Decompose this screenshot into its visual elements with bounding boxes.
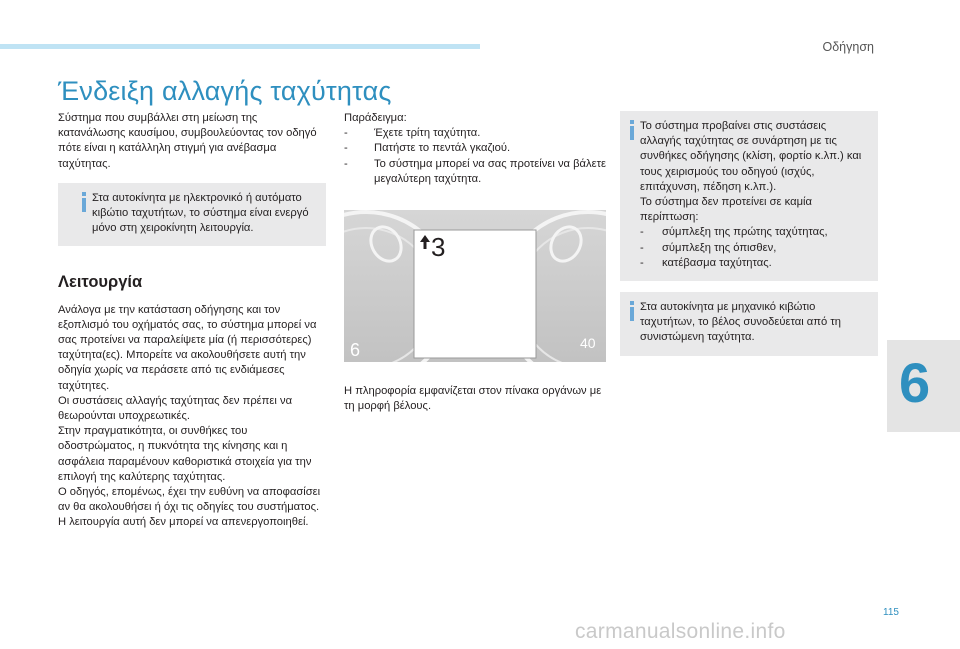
column-left	[58, 111, 326, 531]
info-icon	[628, 120, 636, 146]
body-paragraph: Ο οδηγός, επομένως, έχει την ευθύνη να αποφασίσει αν θα ακολουθήσει ή όχι τις οδηγίες του συστήματος.	[58, 486, 321, 514]
info-note-text: Στα αυτοκίνητα με ηλεκτρονικό ή αυτόματο κιβώτιο ταχυτήτων, το σύστημα είναι ενεργό μόνο στη χειροκίνητη λειτουργία.	[92, 191, 309, 235]
chapter-tab	[887, 340, 960, 432]
info-note-text: Το σύστημα δεν προτείνει σε καμία περίπτωση:	[640, 196, 812, 224]
illustration-caption: Η πληροφορία εμφανίζεται στον πίνακα οργάνων με τη μορφή βέλους.	[344, 385, 602, 413]
body-paragraph: Ανάλογα με την κατάσταση οδήγησης και τον εξοπλισμό του οχήματός σας, το σύστημα μπορεί να σας προτείνει να παραλείψετε μία (ή περισσότερες) ταχύτητα(ες). Μπορείτε να ακολουθήσετε αυτή την οδηγία χωρίς να περάσετε από τις ενδιάμεσες ταχύτητες.	[58, 303, 317, 392]
info-note-box	[620, 292, 878, 356]
list-item: - Πατήστε το πεντάλ γκαζιού.	[344, 141, 606, 156]
list-item: - Το σύστημα μπορεί να σας προτείνει να βάλετε μεγαλύτερη ταχύτητα.	[344, 157, 606, 187]
instrument-cluster-illustration	[344, 210, 606, 362]
body-paragraph: Στην πραγματικότητα, οι συνθήκες του οδοστρώματος, η πυκνότητα της κίνησης και η ασφάλεια παραμένουν καθοριστικά στοιχεία για την επιλογή της καλύτερης ταχύτητας.	[58, 425, 312, 483]
page-number: 115	[883, 607, 899, 618]
info-note-text: Στα αυτοκίνητα με μηχανικό κιβώτιο ταχυτήτων, το βέλος συνοδεύεται από τη συνιστώμενη ταχύτητα.	[640, 301, 841, 344]
page-title: Ένδειξη αλλαγής ταχύτητας	[58, 76, 392, 106]
section-label: Οδήγηση	[822, 40, 874, 54]
info-icon	[80, 192, 88, 218]
left-dial-label: 6	[350, 340, 361, 361]
list-item: - κατέβασμα ταχύτητας.	[640, 256, 868, 271]
list-item: - σύμπλεξη της όπισθεν,	[640, 241, 868, 256]
list-item: - σύμπλεξη της πρώτης ταχύτητας,	[640, 225, 868, 240]
info-note-box	[58, 183, 326, 247]
example-label: Παράδειγμα:	[344, 112, 407, 124]
section-heading-function: Λειτουργία	[58, 273, 143, 292]
body-paragraph: Η λειτουργία αυτή δεν μπορεί να απενεργοποιηθεί.	[58, 516, 309, 529]
info-icon	[628, 301, 636, 327]
right-dial-label: 40	[580, 335, 596, 352]
body-paragraph: Οι συστάσεις αλλαγής ταχύτητας δεν πρέπει να θεωρούνται υποχρεωτικές.	[58, 394, 293, 423]
gear-indicator: 3	[431, 232, 446, 263]
list-item: - Έχετε τρίτη ταχύτητα.	[344, 126, 606, 141]
example-steps-list	[344, 126, 606, 187]
watermark: carmanualsonline.info	[575, 620, 786, 643]
header-accent-bar	[0, 44, 480, 49]
chapter-number: 6	[899, 351, 931, 414]
info-note-text: Το σύστημα προβαίνει στις συστάσεις αλλαγής ταχύτητας σε συνάρτηση με τις συνθήκες οδήγησης (κλίση, φορτίο κ.λπ.) και τους χειρισμούς του οδηγού (ισχύς, επιτάχυνση, πέδηση κ.λπ.).	[640, 120, 862, 193]
info-note-box	[620, 111, 878, 281]
intro-paragraph: Σύστημα που συμβάλλει στη μείωση της κατανάλωσης καυσίμου, συμβουλεύοντας τον οδηγό πότε είναι η κατάλληλη στιγμή για ανέβασμα ταχύτητας.	[58, 112, 317, 170]
column-right	[620, 111, 878, 356]
column-middle	[344, 111, 606, 414]
exceptions-list	[640, 225, 868, 271]
